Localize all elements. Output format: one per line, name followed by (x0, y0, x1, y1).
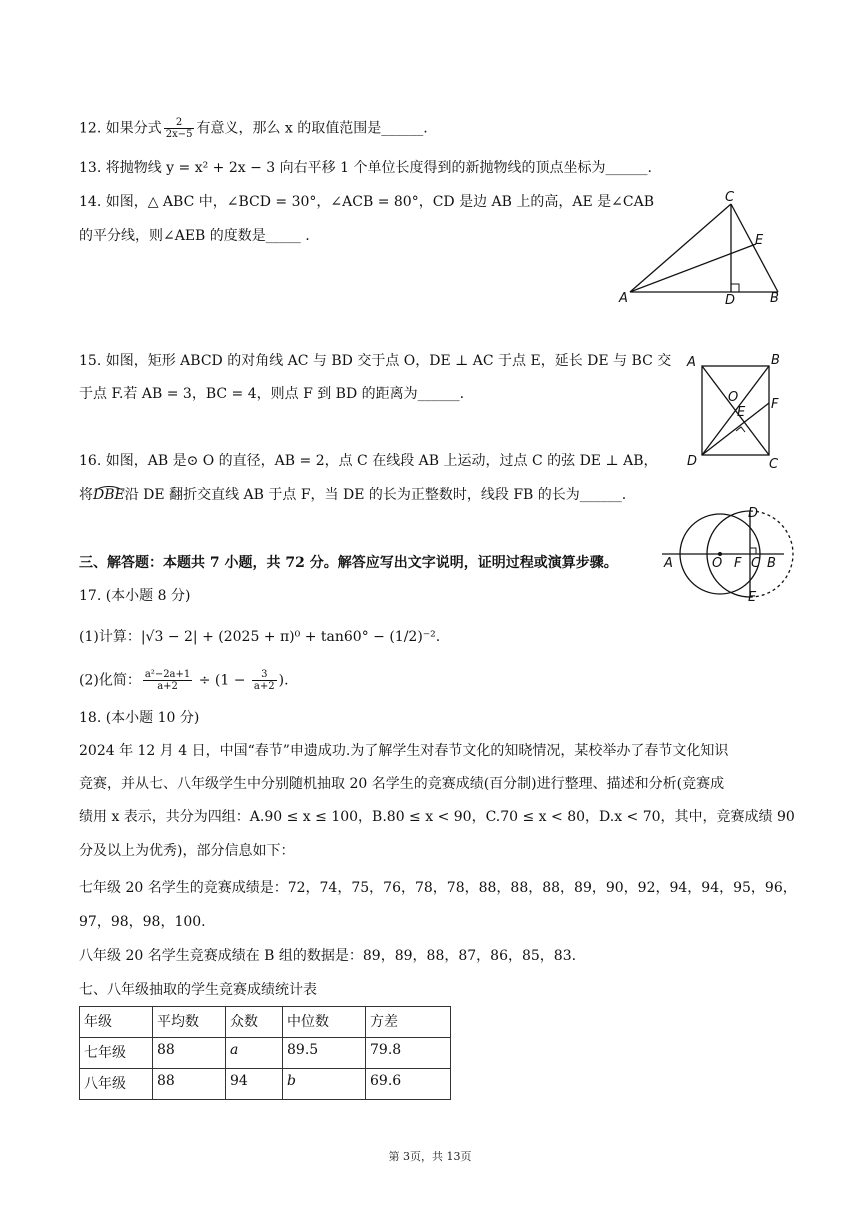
question-18-line4: 分及以上为优秀)，部分信息如下： (79, 843, 295, 859)
table-cell: 89.5 (283, 1038, 366, 1069)
q12-text-pre: 12. 如果分式 (79, 120, 162, 137)
table-header-row (80, 1007, 451, 1038)
q12-text-post: 有意义，那么 x 的取值范围是______. (196, 120, 428, 137)
label-D: D (687, 454, 698, 469)
question-18-line7: 八年级 20 名学生竞赛成绩在 B 组的数据是：89，89，88，87，86，85，83. (79, 948, 577, 964)
table-header-cell: 众数 (226, 1007, 283, 1038)
question-14-line1: 14. 如图，△ ABC 中，∠BCD = 30°，∠ACB = 80°，CD 是边 AB 上的高，AE 是∠CAB (79, 194, 655, 210)
label-B: B (771, 353, 780, 368)
label-E: E (748, 590, 757, 605)
question-17-part1: (1)计算：|√3 − 2| + (2025 + π)⁰ + tan60° − (1/2)⁻². (79, 629, 441, 645)
label-A: A (687, 355, 696, 370)
label-C: C (751, 556, 761, 571)
label-F: F (771, 397, 779, 412)
figure-15-rectangle (685, 352, 795, 472)
question-18-line3: 绩用 x 表示，共分为四组：A.90 ≤ x ≤ 100，B.80 ≤ x < 90，C.70 ≤ x < 80，D.x < 70，其中，竞赛成绩 90 (79, 809, 795, 825)
label-B: B (767, 556, 776, 571)
figure-14-triangle (615, 186, 815, 316)
question-18-line5: 七年级 20 名学生的竞赛成绩是：72，74，75，76，78，78，88，88，88，89，90，92，94，94，95，96， (79, 880, 797, 896)
table-cell: b (283, 1069, 366, 1100)
question-16-line1: 16. 如图，AB 是⊙ O 的直径，AB = 2，点 C 在线段 AB 上运动，过点 C 的弦 DE ⊥ AB， (79, 453, 658, 469)
q12-fraction (164, 117, 195, 140)
label-A: A (664, 556, 673, 571)
question-13: 13. 将抛物线 y = x² + 2x − 3 向右平移 1 个单位长度得到的新抛物线的顶点坐标为______. (79, 160, 652, 176)
label-B: B (770, 291, 779, 306)
label-C: C (769, 457, 779, 472)
fraction: $\frac{3}{a+2}$ (253, 669, 275, 692)
figure-16-circle (660, 505, 790, 605)
label-E: E (737, 405, 746, 420)
label-E: E (755, 233, 764, 248)
table-cell: 88 (153, 1069, 226, 1100)
table-cell: 94 (226, 1069, 283, 1100)
table-cell: 69.6 (366, 1069, 451, 1100)
table-cell: a (226, 1038, 283, 1069)
table-row (80, 1038, 451, 1069)
fraction-denominator: 2x−5 (165, 129, 193, 140)
fraction-numerator: 2 (164, 117, 195, 129)
question-12 (79, 117, 428, 140)
question-18-heading: 18. (本小题 10 分) (79, 710, 200, 726)
q16-line2-text: DBE沿 DE 翻折交直线 AB 于点 F，当 DE 的长为正整数时，线段 FB 的长为______. (93, 487, 627, 503)
label-D: D (748, 506, 759, 521)
question-17-heading: 17. (本小题 8 分) (79, 588, 191, 604)
page-footer: 第 3页，共 13页 (388, 1150, 472, 1163)
label-O: O (712, 556, 723, 571)
question-18-line6: 97，98，98，100. (79, 914, 206, 930)
question-15-line1: 15. 如图，矩形 ABCD 的对角线 AC 与 BD 交于点 O，DE ⊥ AC 于点 E，延长 DE 与 BC 交 (79, 353, 672, 369)
table-row (80, 1069, 451, 1100)
table-header-cell: 年级 (80, 1007, 153, 1038)
question-16-line2: 将DBE沿 DE 翻折交直线 AB 于点 F，当 DE 的长为正整数时，线段 FB 的长为______. (79, 487, 627, 503)
table-title: 七、八年级抽取的学生竞赛成绩统计表 (79, 982, 317, 998)
label-D: D (725, 293, 736, 308)
table-cell: 88 (153, 1038, 226, 1069)
table-header-cell: 方差 (366, 1007, 451, 1038)
question-14-line2: 的平分线，则∠AEB 的度数是_____ . (79, 228, 310, 244)
question-18-line1: 2024 年 12 月 4 日，中国“春节”申遗成功.为了解学生对春节文化的知晓情况，某校举办了春节文化知识 (79, 743, 729, 759)
label-F: F (734, 556, 742, 571)
question-18-line2: 竞赛，并从七、八年级学生中分别随机抽取 20 名学生的竞赛成绩(百分制)进行整理、描述和分析(竞赛成 (79, 776, 725, 792)
table-header-cell: 平均数 (153, 1007, 226, 1038)
label-A: A (619, 291, 628, 306)
question-15-line2: 于点 F.若 AB = 3，BC = 4，则点 F 到 BD 的距离为______. (79, 386, 465, 402)
stats-table (79, 1006, 451, 1100)
section-3-heading: 三、解答题：本题共 7 小题，共 72 分。解答应写出文字说明，证明过程或演算步骤。 (79, 555, 618, 571)
fraction: $\frac{\text{a²−2a+1}}{a+2}$ (144, 669, 191, 692)
label-C: C (725, 190, 735, 205)
question-17-part2: (2)化简： $\frac{\text{a²−2a+1}}{a+2}$ ÷ (1 − $\frac{3}{a+2}$ ). (79, 669, 289, 692)
table-header-cell: 中位数 (283, 1007, 366, 1038)
table-cell: 八年级 (80, 1069, 153, 1100)
label-O: O (728, 390, 739, 405)
table-cell: 79.8 (366, 1038, 451, 1069)
table-cell: 七年级 (80, 1038, 153, 1069)
